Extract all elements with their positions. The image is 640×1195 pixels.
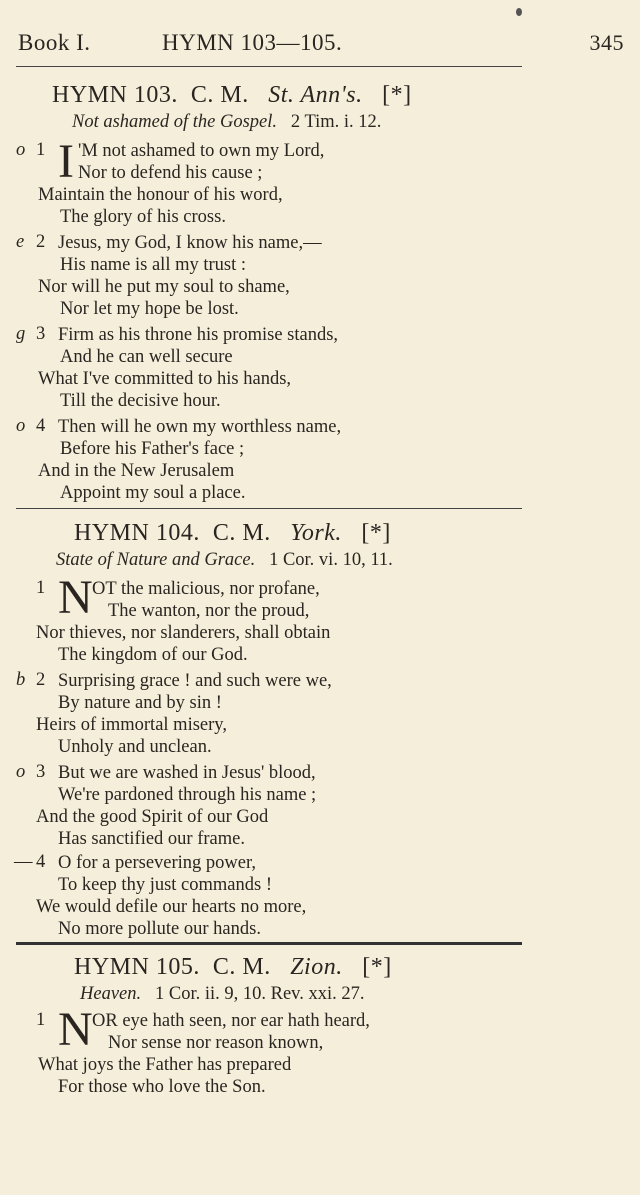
verse-line: What I've committed to his hands, — [38, 369, 292, 389]
dynamic-mark: o — [16, 762, 26, 782]
dynamic-mark: o — [16, 140, 26, 160]
page-number: 345 — [589, 30, 624, 55]
verse-line: And in the New Jerusalem — [38, 461, 235, 481]
header-rule — [16, 66, 522, 67]
verse-line: Nor to defend his cause ; — [78, 163, 263, 183]
theme: State of Nature and Grace. — [56, 550, 256, 570]
verse-line: Jesus, my God, I know his name,— — [58, 233, 322, 253]
tune-name: St. Ann's. — [268, 82, 363, 108]
verse-line: By nature and by sin ! — [58, 693, 222, 713]
stanza-number: 4 — [36, 416, 46, 436]
verse-line: What joys the Father has prepared — [38, 1055, 292, 1075]
verse-line: To keep thy just commands ! — [58, 875, 272, 895]
mark: [*] — [361, 520, 391, 546]
tune-name: York. — [290, 520, 342, 546]
hymn-number: HYMN 103. — [52, 82, 178, 108]
dynamic-mark: o — [16, 416, 26, 436]
stanza-number: 3 — [36, 762, 46, 782]
verse-line: Nor will he put my soul to shame, — [38, 277, 290, 297]
scripture-ref: 1 Cor. vi. 10, 11. — [269, 550, 393, 570]
drop-cap: I — [58, 135, 74, 188]
stanza-number: 1 — [36, 578, 46, 598]
verse-line: The glory of his cross. — [60, 207, 226, 227]
ink-speck — [516, 8, 522, 16]
verse-line: 'M not ashamed to own my Lord, — [78, 141, 325, 161]
verse-line: The kingdom of our God. — [58, 645, 248, 665]
hymn-range: HYMN 103—105. — [162, 30, 343, 55]
stanza-number: 4 — [36, 852, 46, 872]
hymn-103-subtitle — [72, 112, 381, 133]
verse-line: Has sanctified our frame. — [58, 829, 245, 849]
hymn-divider — [16, 508, 522, 509]
hymn-number: HYMN 104. — [74, 520, 200, 546]
verse-line: And he can well secure — [60, 347, 233, 367]
dynamic-mark: e — [16, 232, 25, 252]
verse-line: We're pardoned through his name ; — [58, 785, 317, 805]
meter: C. M. — [190, 82, 249, 108]
dynamic-mark: g — [16, 324, 26, 344]
verse-line: And the good Spirit of our God — [36, 807, 269, 827]
hymn-103-title — [52, 82, 412, 109]
theme: Heaven. — [80, 984, 142, 1004]
meter: C. M. — [212, 954, 271, 980]
mark: [*] — [362, 954, 392, 980]
verse-line: Nor sense nor reason known, — [108, 1033, 324, 1053]
verse-line: Maintain the honour of his word, — [38, 185, 283, 205]
verse-line: Appoint my soul a place. — [60, 483, 246, 503]
verse-line: Nor let my hope be lost. — [60, 299, 239, 319]
stanza-number: 2 — [36, 232, 46, 252]
stanza-number: 2 — [36, 670, 46, 690]
dynamic-mark: — — [14, 852, 33, 872]
drop-cap: N — [58, 1003, 93, 1056]
verse-line: O for a persevering power, — [58, 853, 257, 873]
verse-line: Surprising grace ! and such were we, — [58, 671, 332, 691]
verse-line: The wanton, nor the proud, — [108, 601, 310, 621]
running-header — [18, 30, 624, 64]
verse-line: We would defile our hearts no more, — [36, 897, 307, 917]
meter: C. M. — [212, 520, 271, 546]
verse-line: Nor thieves, nor slanderers, shall obtain — [36, 623, 331, 643]
stanza-number: 1 — [36, 140, 46, 160]
mark: [*] — [382, 82, 412, 108]
stanza-number: 1 — [36, 1010, 46, 1030]
verse-line: Heirs of immortal misery, — [36, 715, 227, 735]
drop-cap: N — [58, 571, 93, 624]
book-label: Book I. — [18, 30, 91, 55]
tune-name: Zion. — [290, 954, 343, 980]
verse-line: But we are washed in Jesus' blood, — [58, 763, 316, 783]
hymn-104-subtitle — [56, 550, 393, 571]
scripture-ref: 2 Tim. i. 12. — [290, 112, 382, 132]
hymn-105-title — [74, 954, 392, 981]
stanza-number: 3 — [36, 324, 46, 344]
verse-line: Unholy and unclean. — [58, 737, 212, 757]
verse-line: Before his Father's face ; — [60, 439, 245, 459]
verse-line: OT the malicious, nor profane, — [92, 579, 320, 599]
verse-line: Firm as his throne his promise stands, — [58, 325, 339, 345]
verse-line: OR eye hath seen, nor ear hath heard, — [92, 1011, 370, 1031]
verse-line: No more pollute our hands. — [58, 919, 261, 939]
hymn-105-subtitle — [80, 984, 365, 1005]
hymn-104-title — [74, 520, 391, 547]
theme: Not ashamed of the Gospel. — [72, 112, 278, 132]
verse-line: Till the decisive hour. — [60, 391, 221, 411]
hymn-number: HYMN 105. — [74, 954, 200, 980]
hymn-divider — [16, 942, 522, 945]
scripture-ref: 1 Cor. ii. 9, 10. Rev. xxi. 27. — [155, 984, 365, 1004]
dynamic-mark: b — [16, 670, 26, 690]
verse-line: For those who love the Son. — [58, 1077, 266, 1097]
verse-line: Then will he own my worthless name, — [58, 417, 342, 437]
verse-line: His name is all my trust : — [60, 255, 247, 275]
